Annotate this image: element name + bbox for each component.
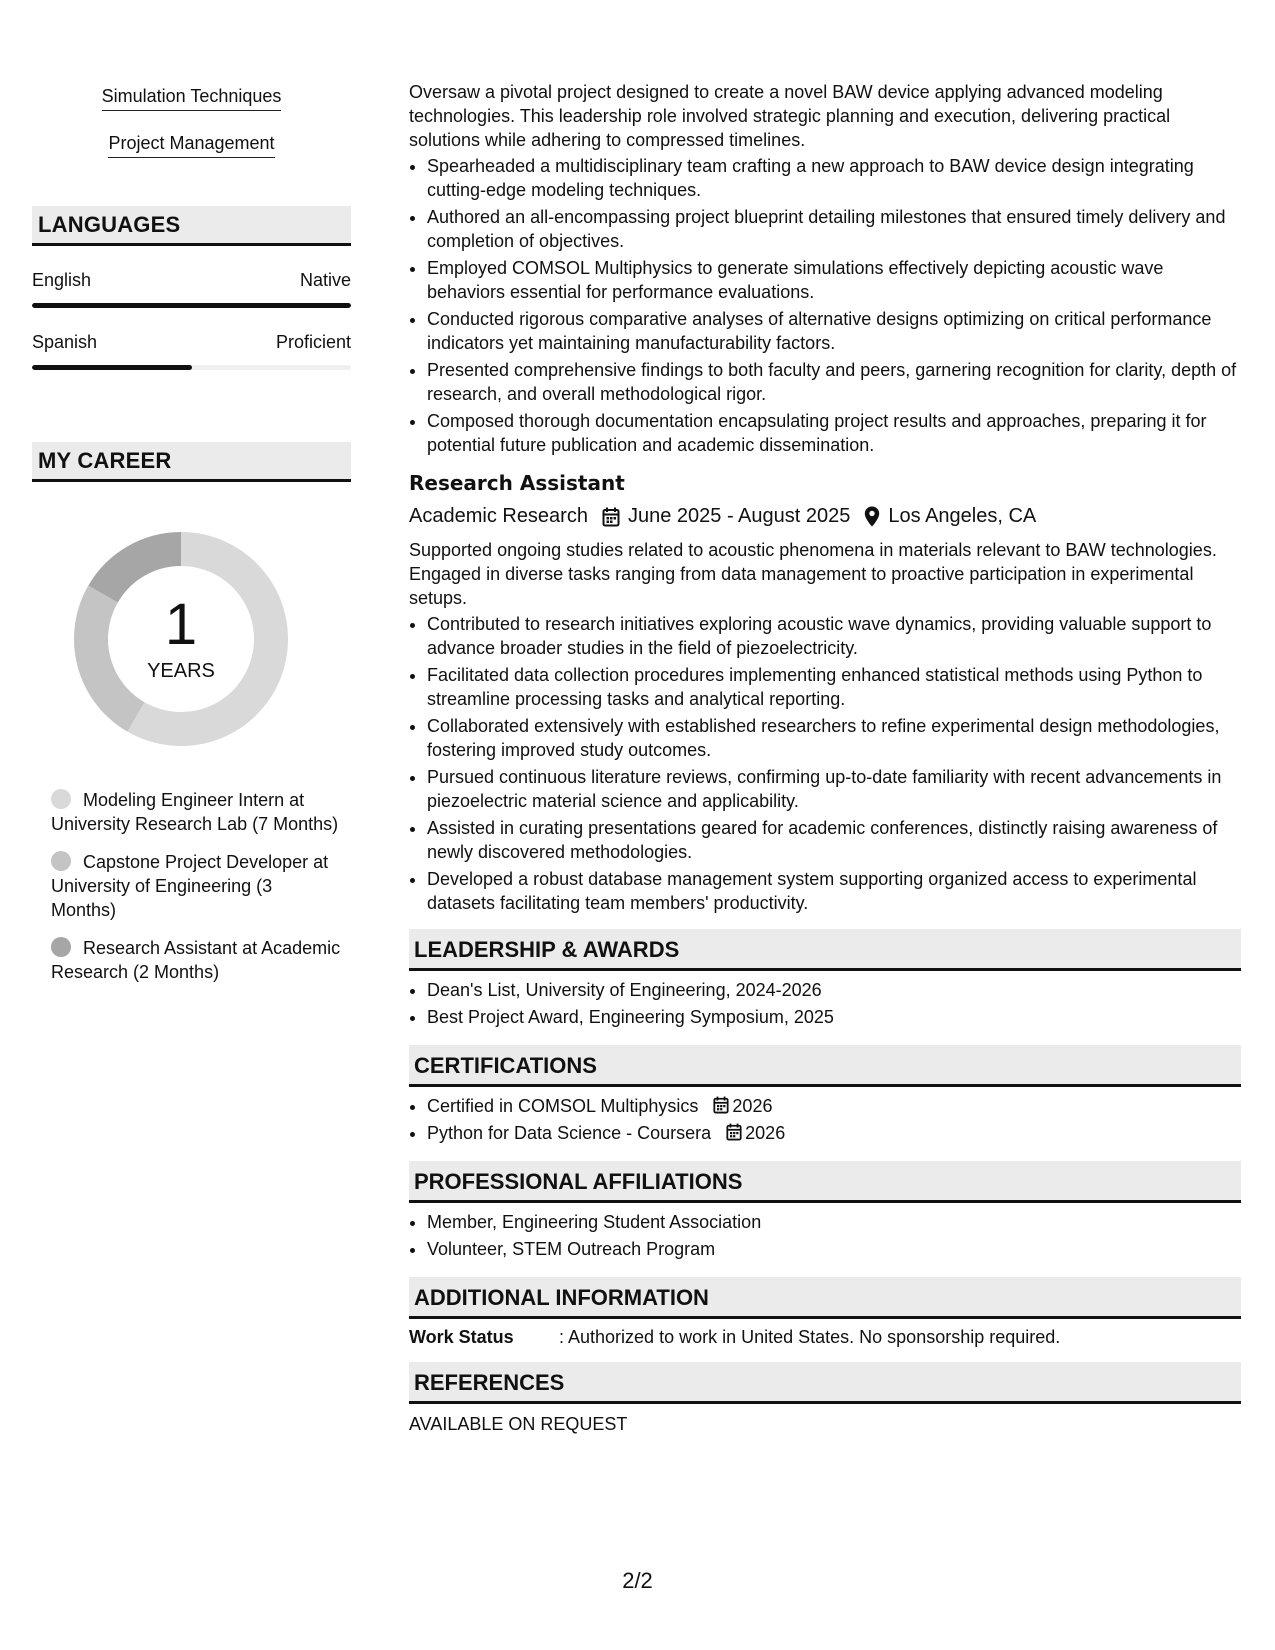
calendar-icon xyxy=(713,1096,729,1114)
language-level: Native xyxy=(299,270,351,290)
career-donut-segment-2 xyxy=(103,549,181,594)
legend-dot xyxy=(51,937,71,957)
language-item xyxy=(32,332,351,370)
certification-name: Python for Data Science - Coursera xyxy=(427,1123,712,1143)
legend-dot xyxy=(51,789,71,809)
legend-dot xyxy=(51,851,71,871)
project-description: Oversaw a pivotal project designed to create a novel BAW device applying advanced modeling technologies. This leadership role involved strategic planning and execution, delivering practical solutions while adhering to compressed timelines. xyxy=(409,82,1171,150)
job-meta xyxy=(409,505,1241,528)
legend-text: Research Assistant at Academic Research (2 Months) xyxy=(51,938,341,982)
bullet-item: • Contributed to research initiatives exploring acoustic wave dynamics, providing valuable support to advance broader studies in the field of piezoelectricity. xyxy=(427,612,1241,660)
affiliations-list xyxy=(409,1209,1241,1263)
bullet-item: • Assisted in curating presentations geared for academic conferences, distinctly raising awareness of newly discovered methodologies. xyxy=(427,816,1241,864)
bullet-item: • Authored an all-encompassing project blueprint detailing milestones that ensured timely delivery and completion of objectives. xyxy=(427,205,1241,253)
bullet-item: • Employed COMSOL Multiphysics to generate simulations effectively depicting acoustic wave behaviors essential for performance evaluations. xyxy=(427,256,1241,304)
career-donut xyxy=(66,524,296,754)
certification-year: 2026 xyxy=(745,1123,786,1143)
skill-item: Simulation Techniques xyxy=(102,86,282,111)
bullet-item: • Collaborated extensively with established researchers to refine experimental design methodologies, fostering improved study outcomes. xyxy=(427,714,1241,762)
additional-info-heading: ADDITIONAL INFORMATION xyxy=(409,1277,1241,1319)
bullet-item: • Facilitated data collection procedures implementing enhanced statistical methods using Python to streamline processing tasks and analytical reporting. xyxy=(427,663,1241,711)
leadership-heading: LEADERSHIP & AWARDS xyxy=(409,929,1241,971)
bullet-item: • Conducted rigorous comparative analyses of alternative designs optimizing on critical performance indicators yet maintaining manufacturability factors. xyxy=(427,307,1241,355)
certifications-heading: CERTIFICATIONS xyxy=(409,1045,1241,1087)
career-legend-item xyxy=(51,936,341,984)
leadership-item: • Dean's List, University of Engineering, 2024-2026 xyxy=(427,977,1241,1004)
bullet-item: • Developed a robust database management system supporting organized access to experimental datasets facilitating team members' productivity. xyxy=(427,867,1241,915)
language-item xyxy=(32,270,351,308)
language-name: Spanish xyxy=(32,332,98,352)
job-description: Supported ongoing studies related to acoustic phenomena in materials relevant to BAW technologies. Engaged in diverse tasks ranging from data management to proactive participation in experimental setups. xyxy=(409,540,1217,608)
calendar-icon xyxy=(726,1123,742,1141)
job-company: Academic Research xyxy=(409,505,588,527)
main-content xyxy=(409,80,1241,1435)
bullet-item: • Composed thorough documentation encapsulating project results and approaches, preparing it for potential future publication and academic dissemination. xyxy=(427,409,1241,457)
work-status-value: : Authorized to work in United States. No sponsorship required. xyxy=(559,1327,1061,1347)
map-pin-icon xyxy=(864,506,880,527)
job-dates: June 2025 - August 2025 xyxy=(627,505,851,527)
legend-text: Capstone Project Developer at University of Engineering (3 Months) xyxy=(51,852,329,920)
affiliations-heading: PROFESSIONAL AFFILIATIONS xyxy=(409,1161,1241,1203)
certification-date xyxy=(713,1096,772,1116)
career-legend-item xyxy=(51,850,341,922)
certification-year: 2026 xyxy=(732,1096,773,1116)
bullet-item: • Spearheaded a multidisciplinary team crafting a new approach to BAW device design integrating cutting-edge modeling techniques. xyxy=(427,154,1241,202)
career-legend xyxy=(32,788,341,984)
skill-item: Project Management xyxy=(108,133,274,158)
calendar-icon xyxy=(602,507,620,527)
language-bar xyxy=(32,303,351,308)
certifications-list xyxy=(409,1093,1241,1147)
leadership-item: • Best Project Award, Engineering Symposium, 2025 xyxy=(427,1004,1241,1031)
job-title: Research Assistant xyxy=(409,471,625,495)
leadership-list xyxy=(409,977,1241,1031)
language-name: English xyxy=(32,270,92,290)
work-status-row xyxy=(409,1327,1241,1348)
career-heading: MY CAREER xyxy=(32,442,351,482)
affiliation-item: • Member, Engineering Student Association xyxy=(427,1209,1241,1236)
language-bar-fill xyxy=(32,365,192,370)
career-total: 1 xyxy=(164,592,198,657)
affiliation-item: • Volunteer, STEM Outreach Program xyxy=(427,1236,1241,1263)
certification-item xyxy=(427,1120,1241,1147)
language-bar xyxy=(32,365,351,370)
bullet-item: • Presented comprehensive findings to both faculty and peers, garnering recognition for clarity, depth of research, and overall methodological rigor. xyxy=(427,358,1241,406)
skills-list xyxy=(32,86,351,180)
certification-date xyxy=(726,1123,785,1143)
legend-text: Modeling Engineer Intern at University Research Lab (7 Months) xyxy=(51,790,339,834)
bullet-item: • Pursued continuous literature reviews, confirming up-to-date familiarity with recent advancements in piezoelectric material science and applicability. xyxy=(427,765,1241,813)
job-entry xyxy=(409,471,1241,915)
languages-heading: LANGUAGES xyxy=(32,206,351,246)
certification-name: Certified in COMSOL Multiphysics xyxy=(427,1096,699,1116)
references-heading: REFERENCES xyxy=(409,1362,1241,1404)
page-number: 2/2 xyxy=(622,1568,653,1593)
work-status-label: Work Status xyxy=(409,1327,514,1347)
sidebar xyxy=(32,80,351,998)
project-entry xyxy=(409,80,1241,457)
job-bullets xyxy=(409,612,1241,915)
language-bar-fill xyxy=(32,303,351,308)
language-level: Proficient xyxy=(275,332,351,352)
career-unit: YEARS xyxy=(147,660,215,682)
references-text: AVAILABLE ON REQUEST xyxy=(409,1414,628,1434)
project-bullets xyxy=(409,154,1241,457)
job-location: Los Angeles, CA xyxy=(888,505,1037,527)
certification-item xyxy=(427,1093,1241,1120)
career-legend-item xyxy=(51,788,341,836)
